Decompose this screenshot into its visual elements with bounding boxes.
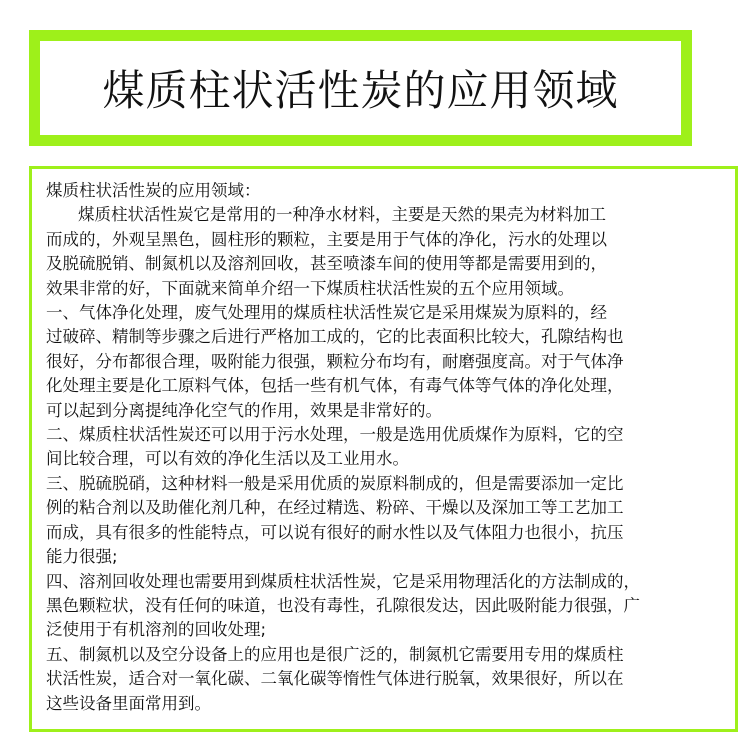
text-line: 而成的，外观呈黑色，圆柱形的颗粒，主要是用于气体的净化，污水的处理以: [46, 229, 607, 249]
text-line: 一、气体净化处理，废气处理用的煤质柱状活性炭它是采用煤炭为原料的，经: [46, 303, 607, 323]
text-line: 效果非常的好，下面就来简单介绍一下煤质柱状活性炭的五个应用领域。: [46, 278, 574, 298]
text-line: 间比较合理，可以有效的净化生活以及工业用水。: [46, 449, 409, 469]
text-line: 黑色颗粒状，没有任何的味道，也没有毒性，孔隙很发达，因此吸附能力很强，广: [46, 595, 640, 615]
text-line: 例的粘合剂以及助催化剂几种，在经过精选、粉碎、干燥以及深加工等工艺加工: [46, 498, 624, 518]
text-line: 泛使用于有机溶剂的回收处理;: [46, 620, 267, 640]
title-banner: [29, 30, 692, 146]
text-line: 二、煤质柱状活性炭还可以用于污水处理，一般是选用优质煤作为原料，它的空: [46, 425, 624, 445]
text-line: 五、制氮机以及空分设备上的应用也是很广泛的，制氮机它需要用专用的煤质柱: [46, 644, 624, 664]
text-line: 能力很强;: [46, 547, 118, 567]
text-line: 及脱硫脱销、制氮机以及溶剂回收，甚至喷漆车间的使用等都是需要用到的，: [46, 254, 607, 274]
heading-line: 煤质柱状活性炭的应用领域：: [46, 181, 261, 200]
text-line: 三、脱硫脱硝，这种材料一般是采用优质的炭原料制成的，但是需要添加一定比: [46, 473, 624, 493]
text-line: 状活性炭，适合对一氧化碳、二氧化碳等惰性气体进行脱氧，效果很好，所以在: [46, 669, 624, 689]
text-line: 过破碎、精制等步骤之后进行严格加工成的，它的比表面积比较大，孔隙结构也: [46, 327, 624, 347]
text-line: 煤质柱状活性炭它是常用的一种净水材料，主要是天然的果壳为材料加工: [78, 205, 606, 225]
text-line: 这些设备里面常用到。: [46, 693, 211, 713]
text-line: 而成，具有很多的性能特点，可以说有很好的耐水性以及气体阻力也很小，抗压: [46, 522, 624, 542]
text-line: 四、溶剂回收处理也需要用到煤质柱状活性炭，它是采用物理活化的方法制成的，: [46, 571, 640, 591]
content-panel: [29, 166, 738, 732]
text-line: 化处理主要是化工原料气体，包括一些有机气体，有毒气体等气体的净化处理，: [46, 376, 624, 396]
page-title: 煤质柱状活性炭的应用领域: [102, 66, 619, 115]
text-line: 很好，分布都很合理，吸附能力很强，颗粒分布均有，耐磨强度高。对于气体净: [46, 351, 624, 371]
text-line: 可以起到分离提纯净化空气的作用，效果是非常好的。: [46, 400, 442, 420]
